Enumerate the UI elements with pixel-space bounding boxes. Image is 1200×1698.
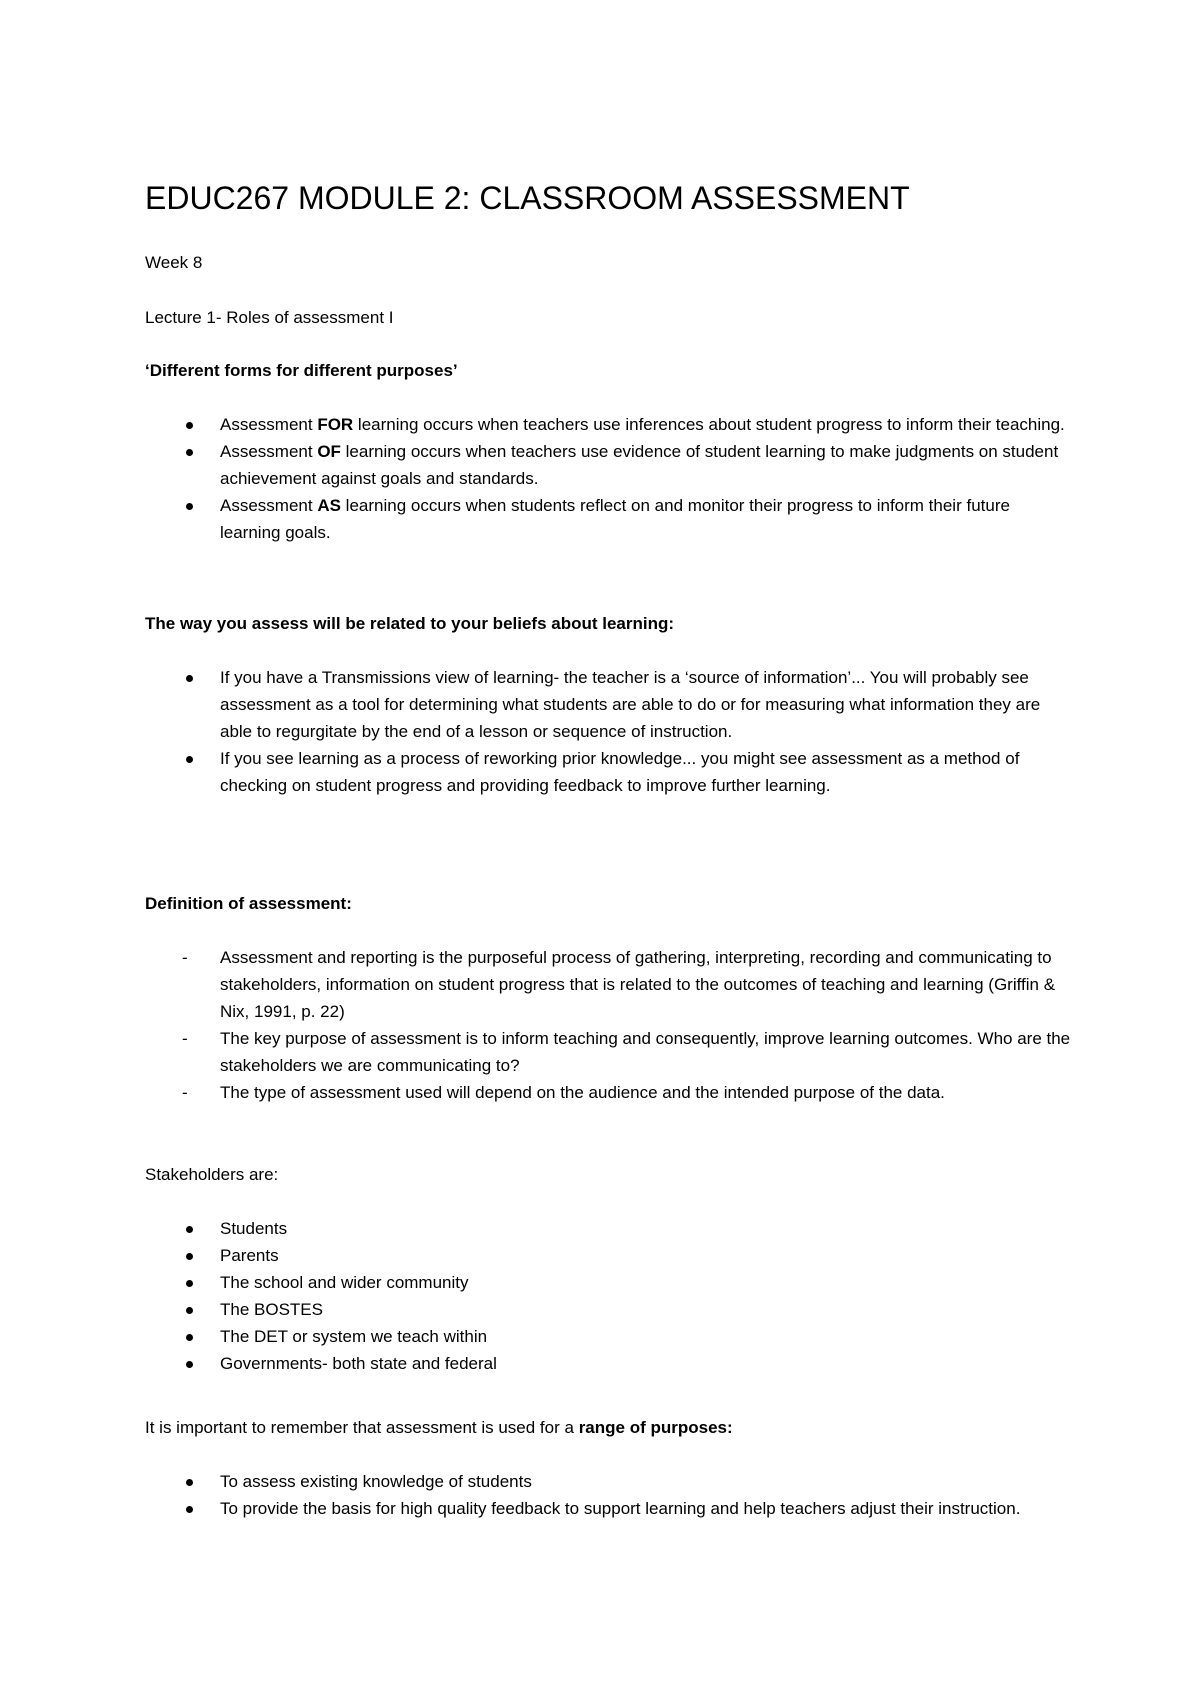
dash-icon: -: [182, 948, 188, 967]
list-item: To assess existing knowledge of students: [0, 1468, 1075, 1495]
purposes-list: [0, 1468, 1075, 1522]
list-item: The DET or system we teach within: [0, 1323, 1075, 1350]
page-title: EDUC267 MODULE 2: CLASSROOM ASSESSMENT: [145, 180, 910, 216]
bullet-icon: [186, 675, 193, 682]
bullet-icon: [186, 1334, 193, 1341]
list-item: Parents: [0, 1242, 1075, 1269]
bullet-icon: [186, 1506, 193, 1513]
bullet-icon: [186, 1361, 193, 1368]
list-item: - Assessment and reporting is the purposeful process of gathering, interpreting, recording and communicating to stakeholders, information on student progress that is related to the outcomes of teaching and learning (Griffin & Nix, 1991, p. 22): [0, 944, 1075, 1025]
section-heading-beliefs: The way you assess will be related to your beliefs about learning:: [145, 614, 675, 633]
bullet-icon: [186, 1479, 193, 1486]
list-item: If you have a Transmissions view of learning- the teacher is a ‘source of information’... You will probably see assessment as a tool for determining what students are able to do or for measuring what information they are able to regurgitate by the end of a lesson or sequence of instruction.: [0, 664, 1075, 745]
bullet-icon: [186, 1253, 193, 1260]
list-item: Assessment OF learning occurs when teachers use evidence of student learning to make judgments on student achievement against goals and standards.: [0, 438, 1075, 492]
dash-icon: -: [182, 1029, 188, 1048]
stakeholders-heading: Stakeholders are:: [145, 1165, 279, 1184]
beliefs-list: [0, 664, 1075, 799]
list-item: Assessment FOR learning occurs when teachers use inferences about student progress to inform their teaching.: [0, 411, 1075, 438]
list-item: If you see learning as a process of reworking prior knowledge... you might see assessment as a method of checking on student progress and providing feedback to improve further learning.: [0, 745, 1075, 799]
list-item: To provide the basis for high quality feedback to support learning and help teachers adjust their instruction.: [0, 1495, 1075, 1522]
list-item: Students: [0, 1215, 1075, 1242]
list-item: Governments- both state and federal: [0, 1350, 1075, 1377]
list-item: The school and wider community: [0, 1269, 1075, 1296]
list-item: Assessment AS learning occurs when students reflect on and monitor their progress to inform their future learning goals.: [0, 492, 1075, 546]
week-label: Week 8: [145, 253, 203, 272]
section-heading-forms: ‘Different forms for different purposes’: [145, 361, 458, 380]
list-item: - The type of assessment used will depend on the audience and the intended purpose of the data.: [0, 1079, 1075, 1106]
bullet-icon: [186, 756, 193, 763]
bullet-icon: [186, 503, 193, 510]
bullet-icon: [186, 1226, 193, 1233]
bullet-icon: [186, 422, 193, 429]
bullet-icon: [186, 1280, 193, 1287]
purposes-intro: It is important to remember that assessment is used for a range of purposes:: [145, 1418, 733, 1437]
list-item: The BOSTES: [0, 1296, 1075, 1323]
forms-list: [0, 411, 1075, 546]
definition-list: [0, 944, 1075, 1106]
list-item: - The key purpose of assessment is to inform teaching and consequently, improve learning outcomes. Who are the stakeholders we are communicating to?: [0, 1025, 1075, 1079]
bullet-icon: [186, 449, 193, 456]
lecture-label: Lecture 1- Roles of assessment I: [145, 308, 394, 327]
bullet-icon: [186, 1307, 193, 1314]
dash-icon: -: [182, 1083, 188, 1102]
section-heading-definition: Definition of assessment:: [145, 894, 352, 913]
stakeholders-list: [0, 1215, 1075, 1377]
